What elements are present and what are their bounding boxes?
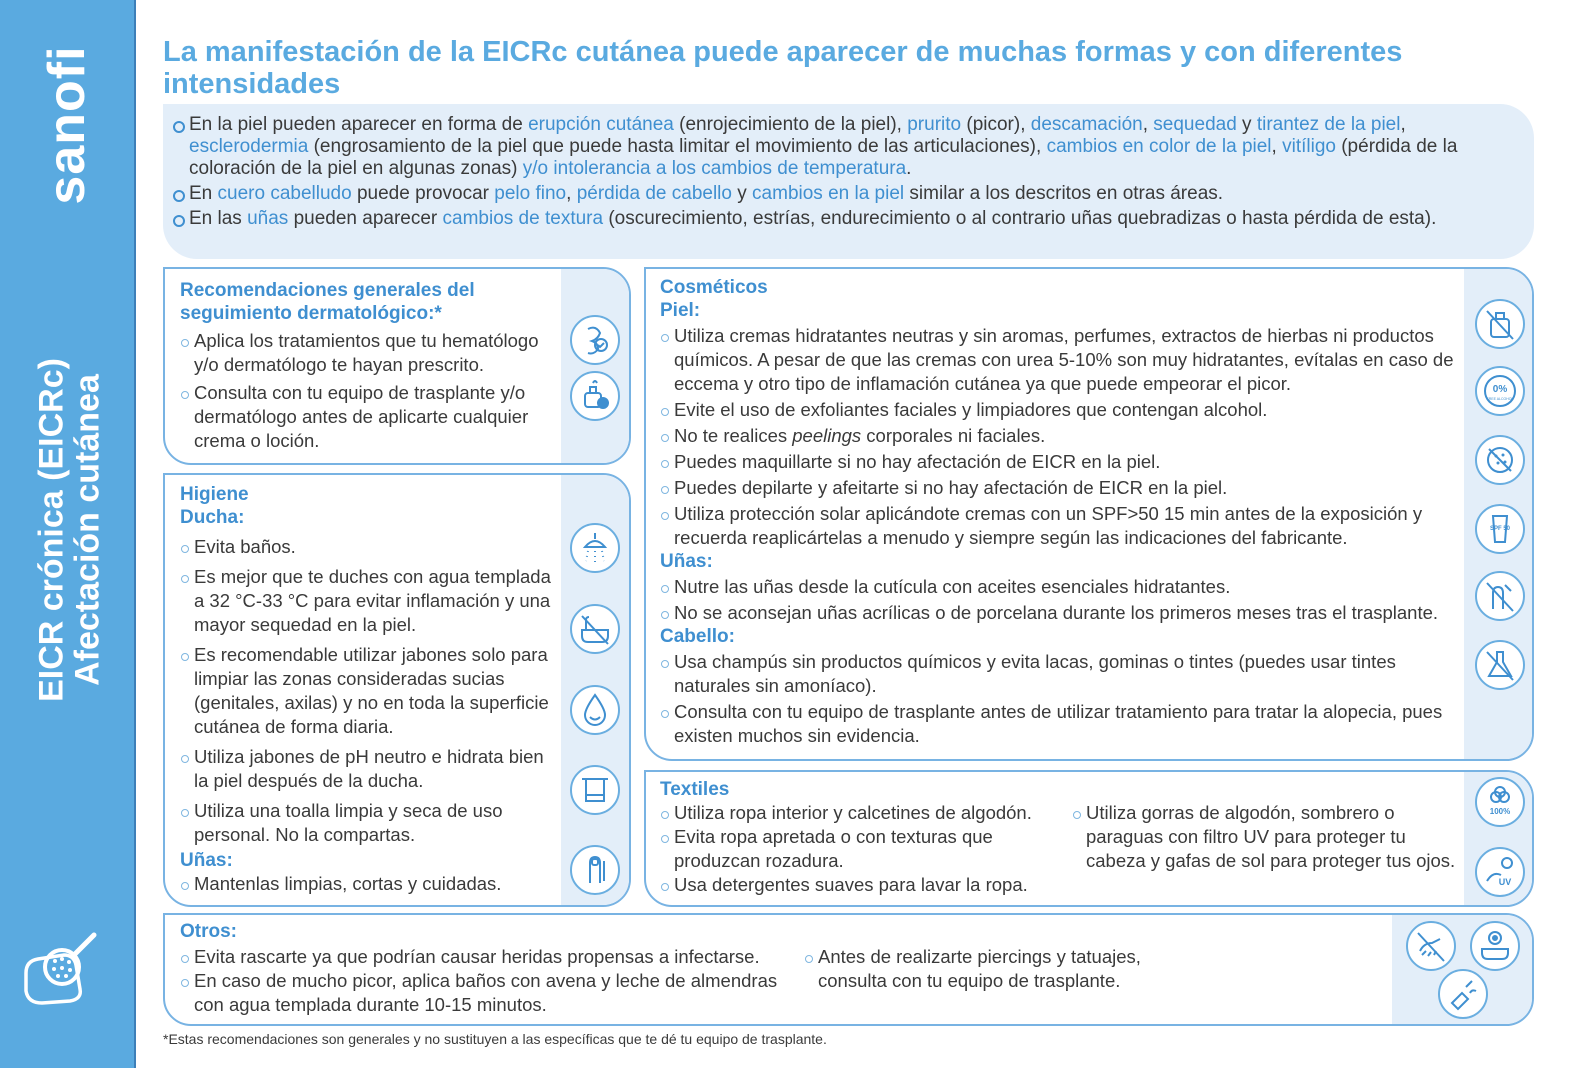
intro-text: , [566, 183, 577, 204]
brand-logo: sanofi [38, 45, 96, 205]
others-section [163, 913, 1534, 1026]
intro-text: y [1236, 114, 1257, 135]
highlighted-term: sequedad [1153, 114, 1237, 135]
alcohol-free-caption: FREE ALCOHOL [1486, 397, 1514, 401]
cosmetics-nails-subtitle: Uñas: [660, 551, 713, 572]
intro-panel [163, 104, 1534, 259]
intro-item [171, 114, 1504, 180]
intro-text: , [1271, 136, 1283, 157]
intro-text: En las [189, 208, 248, 229]
cosmetics-title: Cosméticos [660, 277, 768, 298]
list-item: En caso de mucho picor, aplica baños con avena y leche de almendras con agua templada durante 10-15 minutos. [180, 969, 788, 1017]
list-item: Utiliza jabones de pH neutro e hidrata bien la piel después de la ducha. [180, 745, 557, 793]
list-item: Antes de realizarte piercings y tatuajes, consulta con tu equipo de trasplante. [804, 945, 1164, 993]
list-item: Consulta con tu equipo de trasplante antes de utilizar tratamiento para tratar la alopecia, pues existen muchos sin evidencia. [660, 700, 1460, 748]
highlighted-term: y/o intolerancia a los cambios de temperatura [522, 158, 907, 179]
textiles-title: Textiles [660, 779, 730, 800]
list-item: No se aconsejan uñas acrílicas o de porcelana durante los primeros meses tras el trasplante. [660, 601, 1460, 625]
highlighted-term: tirantez de la piel [1256, 114, 1401, 135]
footnote: *Estas recomendaciones son generales y no sustituyen a las específicas que te dé tu equipo de trasplante. [163, 1031, 827, 1047]
list-item: Consulta con tu equipo de trasplante y/o dermatólogo antes de aplicarte cualquier crema o loción. [180, 381, 557, 453]
skin-check-icon [570, 315, 620, 365]
shower-subtitle: Ducha: [180, 507, 245, 528]
list-item: Evita baños. [180, 535, 557, 559]
alcohol-free-percent: 0% [1492, 384, 1508, 395]
intro-text: (enrojecimiento de la piel), [673, 114, 908, 135]
list-item: Nutre las uñas desde la cutícula con aceites esenciales hidratantes. [660, 575, 1460, 599]
list-item: Usa detergentes suaves para lavar la ropa. [660, 873, 1048, 897]
no-acrylic-nails-icon [1475, 571, 1525, 621]
list-item: Utiliza cremas hidratantes neutras y sin aromas, perfumes, extractos de hierbas ni productos químicos. A pesar de que las cremas con urea 5-10% son muy hidratantes, evítalas en caso de eccema y otro tipo de inflamación cutánea ya que puede empeorar el picor. [660, 324, 1460, 396]
others-left-list [180, 943, 788, 1017]
list-item: Puedes depilarte y afeitarte si no hay afectación de EICR en la piel. [660, 476, 1460, 500]
spf-50-icon [1475, 504, 1525, 554]
intro-item [171, 183, 1504, 205]
recommendations-section [163, 267, 631, 465]
list-item: Utiliza gorras de algodón, sombrero o paraguas con filtro UV para proteger tu cabeza y gafas de sol para proteger tus ojos. [1072, 801, 1460, 873]
highlighted-term: uñas [247, 208, 289, 229]
highlighted-term: cambios en la piel [752, 183, 905, 204]
hygiene-section [163, 473, 631, 907]
shower-list [180, 535, 557, 847]
intro-text: (engrosamiento de la piel que puede hasta limitar el movimiento de las articulaciones), [308, 136, 1047, 157]
sidebar-title-line2: Afectación cutánea [68, 374, 107, 686]
tattoo-consult-icon [1438, 969, 1488, 1019]
intro-text: En [189, 183, 218, 204]
sidebar-title-line1: EICR crónica (EICRc) [32, 358, 71, 702]
nail-care-icon [570, 845, 620, 895]
list-item: Utiliza una toalla limpia y seca de uso personal. No la compartas. [180, 799, 557, 847]
no-bath-icon [570, 604, 620, 654]
skin-magnifier-icon [18, 925, 104, 1011]
intro-text: (oscurecimiento, estrías, endurecimiento o al contrario uñas quebradizas o hasta pérdida de esta). [603, 208, 1437, 229]
sidebar-divider [134, 0, 136, 1068]
others-columns [180, 943, 1382, 1017]
hair-subtitle: Cabello: [660, 626, 735, 647]
skin-subtitle: Piel: [660, 300, 701, 321]
list-item: No te realices peelings corporales ni faciales. [660, 424, 1460, 448]
list-item: Evita ropa apretada o con texturas que produzcan rozadura. [660, 825, 1048, 873]
intro-text: (pérdida de la coloración de la piel en algunas zonas) [189, 136, 1458, 179]
recommendations-list [180, 329, 557, 453]
highlighted-term: descamación [1030, 114, 1143, 135]
intro-text: pueden aparecer [288, 208, 443, 229]
list-item: Aplica los tratamientos que tu hematólogo y/o dermatólogo te hayan prescrito. [180, 329, 557, 377]
others-right-list [804, 943, 1164, 1017]
highlighted-term: pérdida de cabello [576, 183, 732, 204]
recommendations-title: Recomendaciones generales del seguimiento dermatológico:* [180, 280, 475, 324]
highlighted-term: prurito [907, 114, 962, 135]
hair-list [660, 650, 1460, 748]
cotton-percent: 100% [1489, 807, 1511, 816]
cosmetics-nails-list [660, 575, 1460, 625]
highlighted-term: erupción cutánea [528, 114, 674, 135]
intro-text: , [1400, 114, 1406, 135]
spf-label: SPF 50 [1489, 526, 1511, 532]
shower-icon [570, 523, 620, 573]
highlighted-term: vitíligo [1282, 136, 1336, 157]
textiles-left-list [660, 801, 1048, 897]
highlighted-term: esclerodermia [189, 136, 309, 157]
alcohol-free-icon [1475, 366, 1525, 416]
list-item: Evita rascarte ya que podrían causar heridas propensas a infectarse. [180, 945, 788, 969]
cream-application-icon [570, 371, 620, 421]
list-item: Mantenlas limpias, cortas y cuidadas. [180, 872, 557, 896]
highlighted-term: cambios en color de la piel [1046, 136, 1272, 157]
no-scratching-icon [1406, 921, 1456, 971]
intro-text: . [906, 158, 912, 179]
uv-protection-icon [1475, 847, 1525, 897]
no-chemicals-icon [1475, 640, 1525, 690]
list-item: Es mejor que te duches con agua templada a 32 °C-33 °C para evitar inflamación y una mayor sequedad en la piel. [180, 565, 557, 637]
list-item: Utiliza ropa interior y calcetines de algodón. [660, 801, 1048, 825]
intro-text: En la piel pueden aparecer en forma de [189, 114, 529, 135]
hygiene-nails-subtitle: Uñas: [180, 850, 233, 871]
highlighted-term: pelo fino [494, 183, 567, 204]
water-drop-icon [570, 685, 620, 735]
cotton-100-icon [1475, 777, 1525, 827]
no-perfume-icon [1475, 299, 1525, 349]
list-item: Es recomendable utilizar jabones solo para limpiar las zonas consideradas sucias (genitales, axilas) y no en toda la superficie cutánea de forma diaria. [180, 643, 557, 739]
list-item: Puedes maquillarte si no hay afectación de EICR en la piel. [660, 450, 1460, 474]
intro-text: y [731, 183, 753, 204]
skin-list [660, 324, 1460, 550]
uv-label: UV [1498, 877, 1512, 887]
highlighted-term: cambios de textura [442, 208, 604, 229]
list-item: Utiliza protección solar aplicándote cremas con un SPF>50 15 min antes de la exposición y recuerda reaplicártelas a menudo y siempre según las indicaciones del fabricante. [660, 502, 1460, 550]
intro-text: puede provocar [351, 183, 495, 204]
list-item: Usa champús sin productos químicos y evita lacas, gominas o tintes (puedes usar tintes naturales sin amoníaco). [660, 650, 1460, 698]
textiles-columns [660, 801, 1460, 897]
intro-text: (picor), [961, 114, 1031, 135]
page-title: La manifestación de la EICRc cutánea puede aparecer de muchas formas y con diferentes intensidades [163, 36, 1403, 100]
intro-item [171, 208, 1504, 230]
towel-icon [570, 765, 620, 815]
hygiene-nails-list [180, 872, 557, 896]
hygiene-title: Higiene [180, 484, 249, 505]
no-peeling-icon [1475, 435, 1525, 485]
others-title: Otros: [180, 921, 237, 942]
intro-text: similar a los descritos en otras áreas. [904, 183, 1224, 204]
oat-bath-icon [1470, 921, 1520, 971]
icon-strip [561, 269, 629, 463]
intro-list [171, 114, 1504, 230]
cosmetics-section [644, 267, 1534, 761]
highlighted-term: cuero cabelludo [217, 183, 352, 204]
intro-text: , [1142, 114, 1154, 135]
list-item: Evite el uso de exfoliantes faciales y limpiadores que contengan alcohol. [660, 398, 1460, 422]
textiles-right-list [1072, 801, 1460, 897]
sidebar [0, 0, 134, 1068]
textiles-section [644, 770, 1534, 907]
